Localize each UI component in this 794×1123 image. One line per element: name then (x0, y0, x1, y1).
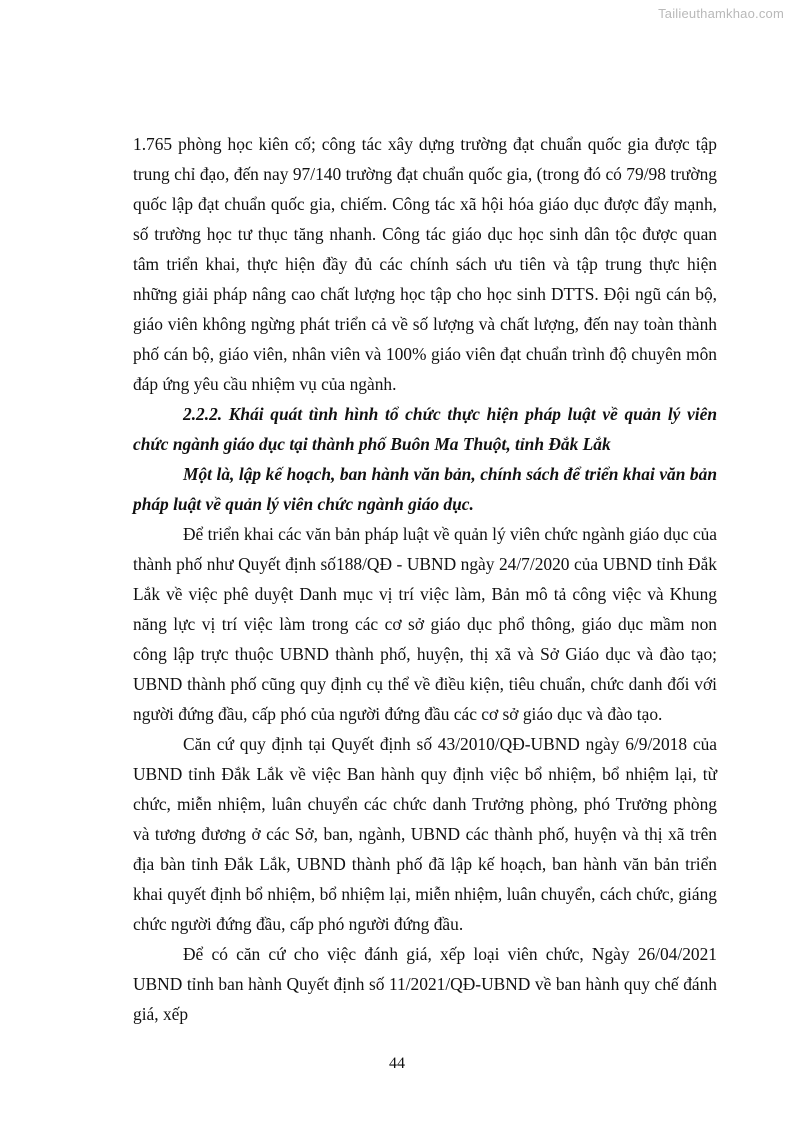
section-heading-2-2-2: 2.2.2. Khái quát tình hình tổ chức thực hiện pháp luật về quản lý viên chức ngành giáo dục tại thành phố Buôn Ma Thuột, tỉnh Đắk Lắk (133, 404, 717, 454)
paragraph-quyet-dinh-188: Để triển khai các văn bản pháp luật về quản lý viên chức ngành giáo dục của thành phố như Quyết định số188/QĐ - UBND ngày 24/7/2020 của UBND tỉnh Đắk Lắk về việc phê duyệt Danh mục vị trí việc làm, Bản mô tả công việc và Khung năng lực vị trí việc làm trong các cơ sở giáo dục phổ thông, giáo dục mầm non công lập trực thuộc UBND thành phố, huyện, thị xã và Sở Giáo dục và đào tạo; UBND thành phố cũng quy định cụ thể về điều kiện, tiêu chuẩn, chức danh đối với người đứng đầu, cấp phó của người đứng đầu các cơ sở giáo dục và đào tạo. (133, 524, 717, 724)
paragraph-quyet-dinh-43: Căn cứ quy định tại Quyết định số 43/2010/QĐ-UBND ngày 6/9/2018 của UBND tỉnh Đắk Lắk về việc Ban hành quy định việc bổ nhiệm, bổ nhiệm lại, từ chức, miễn nhiệm, luân chuyển các chức danh Trưởng phòng, phó Trưởng phòng và tương đương ở các Sở, ban, ngành, UBND các thành phố, huyện và thị xã trên địa bàn tỉnh Đắk Lắk, UBND thành phố đã lập kế hoạch, ban hành văn bản triển khai quyết định bổ nhiệm, bổ nhiệm lại, miễn nhiệm, luân chuyển, cách chức, giáng chức người đứng đầu, cấp phó người đứng đầu. (133, 734, 717, 934)
paragraph-danh-gia-xep-loai: Để có căn cứ cho việc đánh giá, xếp loại viên chức, Ngày 26/04/2021 UBND tỉnh ban hành Quyết định số 11/2021/QĐ-UBND về ban hành quy chế đánh giá, xếp (133, 944, 717, 1024)
subsection-heading-mot-la: Một là, lập kế hoạch, ban hành văn bản, chính sách để triển khai văn bản pháp luật về quản lý viên chức ngành giáo dục. (133, 464, 717, 514)
watermark-text: Tailieuthamkhao.com (658, 6, 784, 21)
document-body (133, 129, 717, 1029)
page-number: 44 (389, 1055, 405, 1072)
paragraph-continuation: 1.765 phòng học kiên cố; công tác xây dựng trường đạt chuẩn quốc gia được tập trung chỉ đạo, đến nay 97/140 trường đạt chuẩn quốc gia, (trong đó có 79/98 trường quốc lập đạt chuẩn quốc gia, chiếm. Công tác xã hội hóa giáo dục được đẩy mạnh, số trường học tư thục tăng nhanh. Công tác giáo dục học sinh dân tộc được quan tâm triển khai, thực hiện đầy đủ các chính sách ưu tiên và tập trung thực hiện những giải pháp nâng cao chất lượng học tập cho học sinh DTTS. Đội ngũ cán bộ, giáo viên không ngừng phát triển cả về số lượng và chất lượng, đến nay toàn thành phố cán bộ, giáo viên, nhân viên và 100% giáo viên đạt chuẩn trình độ chuyên môn đáp ứng yêu cầu nhiệm vụ của ngành. (133, 134, 717, 394)
